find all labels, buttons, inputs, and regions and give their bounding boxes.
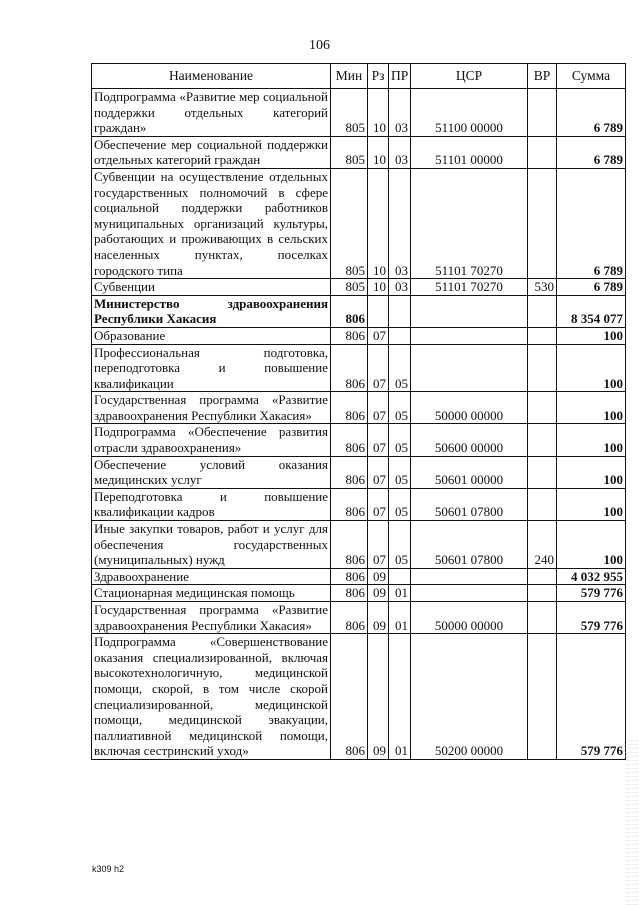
- header-name: Наименование: [92, 64, 331, 89]
- row-vr: [528, 295, 557, 327]
- table-row: [92, 488, 626, 520]
- header-min: Мин: [331, 64, 368, 89]
- row-min: 806: [331, 344, 368, 392]
- header-vr: ВР: [528, 64, 557, 89]
- row-csr: [411, 327, 528, 344]
- row-sum: 100: [557, 327, 626, 344]
- row-csr: 50200 00000: [411, 634, 528, 760]
- table-row: [92, 602, 626, 634]
- row-csr: 50601 00000: [411, 456, 528, 488]
- row-sum: 579 776: [557, 602, 626, 634]
- row-vr: 530: [528, 279, 557, 296]
- row-min: 806: [331, 392, 368, 424]
- row-name: Иные закупки товаров, работ и услуг для обеспечения государственных (муниципальных) нужд: [92, 521, 331, 569]
- row-vr: [528, 568, 557, 585]
- table-row: [92, 585, 626, 602]
- row-min: 806: [331, 634, 368, 760]
- row-rz: 07: [368, 488, 389, 520]
- row-vr: [528, 488, 557, 520]
- row-csr: 51101 70270: [411, 168, 528, 278]
- row-sum: 6 789: [557, 89, 626, 137]
- row-min: 806: [331, 585, 368, 602]
- row-rz: 09: [368, 602, 389, 634]
- row-min: 806: [331, 488, 368, 520]
- row-pr: [389, 327, 411, 344]
- row-vr: [528, 89, 557, 137]
- row-csr: 50601 07800: [411, 521, 528, 569]
- row-vr: 240: [528, 521, 557, 569]
- row-vr: [528, 327, 557, 344]
- row-csr: 50601 07800: [411, 488, 528, 520]
- row-pr: 03: [389, 279, 411, 296]
- row-name: Субвенции: [92, 279, 331, 296]
- row-sum: 100: [557, 456, 626, 488]
- row-pr: 05: [389, 456, 411, 488]
- footer-code: k309 h2: [92, 864, 125, 874]
- table-header-row: [92, 64, 626, 89]
- row-rz: 10: [368, 168, 389, 278]
- table-row: [92, 327, 626, 344]
- row-name: Здравоохранение: [92, 568, 331, 585]
- row-rz: 07: [368, 344, 389, 392]
- row-name: Подпрограмма «Обеспечение развития отрасли здравоохранения»: [92, 424, 331, 456]
- row-rz: 09: [368, 585, 389, 602]
- table-row: [92, 279, 626, 296]
- row-min: 806: [331, 568, 368, 585]
- table-row: [92, 456, 626, 488]
- row-pr: [389, 568, 411, 585]
- row-min: 805: [331, 279, 368, 296]
- table-row: [92, 521, 626, 569]
- row-csr: 51100 00000: [411, 89, 528, 137]
- row-name: Обеспечение условий оказания медицинских услуг: [92, 456, 331, 488]
- table-row: [92, 424, 626, 456]
- row-sum: 579 776: [557, 585, 626, 602]
- row-min: 806: [331, 456, 368, 488]
- row-pr: 01: [389, 634, 411, 760]
- row-csr: [411, 344, 528, 392]
- row-min: 806: [331, 602, 368, 634]
- row-sum: 8 354 077: [557, 295, 626, 327]
- table-row: [92, 168, 626, 278]
- row-min: 806: [331, 327, 368, 344]
- row-rz: 07: [368, 456, 389, 488]
- table-row: [92, 89, 626, 137]
- header-rz: Рз: [368, 64, 389, 89]
- table-row: [92, 344, 626, 392]
- row-pr: 03: [389, 89, 411, 137]
- row-rz: 10: [368, 136, 389, 168]
- row-pr: 03: [389, 136, 411, 168]
- row-csr: 50000 00000: [411, 392, 528, 424]
- row-min: 806: [331, 521, 368, 569]
- row-vr: [528, 456, 557, 488]
- row-rz: 10: [368, 279, 389, 296]
- row-min: 806: [331, 295, 368, 327]
- row-rz: 10: [368, 89, 389, 137]
- row-vr: [528, 344, 557, 392]
- row-rz: 07: [368, 327, 389, 344]
- row-pr: [389, 295, 411, 327]
- table-row-ministry: [92, 295, 626, 327]
- row-name: Профессиональная подготовка, переподготовка и повышение квалификации: [92, 344, 331, 392]
- row-pr: 05: [389, 392, 411, 424]
- row-sum: 100: [557, 488, 626, 520]
- row-pr: 05: [389, 424, 411, 456]
- row-name: Подпрограмма «Совершенствование оказания специализированной, включая высокотехнологичную, медицинской помощи, скорой, в том числе скорой специализированной, медицинской помощи, медицинской эвакуации, паллиативной медицинской помощи, включая сестринский уход»: [92, 634, 331, 760]
- row-vr: [528, 136, 557, 168]
- row-csr: [411, 585, 528, 602]
- row-rz: [368, 295, 389, 327]
- row-rz: 09: [368, 634, 389, 760]
- row-pr: 05: [389, 344, 411, 392]
- row-csr: 50000 00000: [411, 602, 528, 634]
- row-min: 806: [331, 424, 368, 456]
- row-vr: [528, 585, 557, 602]
- row-pr: 05: [389, 521, 411, 569]
- row-rz: 07: [368, 392, 389, 424]
- row-name: Государственная программа «Развитие здравоохранения Республики Хакасия»: [92, 392, 331, 424]
- row-sum: 6 789: [557, 279, 626, 296]
- row-name: Государственная программа «Развитие здравоохранения Республики Хакасия»: [92, 602, 331, 634]
- table-row: [92, 634, 626, 760]
- row-pr: 01: [389, 585, 411, 602]
- row-vr: [528, 392, 557, 424]
- row-min: 805: [331, 136, 368, 168]
- row-vr: [528, 168, 557, 278]
- row-name: Субвенции на осуществление отдельных государственных полномочий в сфере социальной поддержки работников муниципальных организаций культуры, работающих и проживающих в сельских населенных пунктах, поселках городского типа: [92, 168, 331, 278]
- row-vr: [528, 634, 557, 760]
- row-pr: 05: [389, 488, 411, 520]
- header-sum: Сумма: [557, 64, 626, 89]
- row-sum: 6 789: [557, 136, 626, 168]
- table-row: [92, 568, 626, 585]
- row-csr: [411, 295, 528, 327]
- row-sum: 4 032 955: [557, 568, 626, 585]
- row-name: Министерство здравоохранения Республики Хакасия: [92, 295, 331, 327]
- header-csr: ЦСР: [411, 64, 528, 89]
- row-sum: 100: [557, 424, 626, 456]
- row-sum: 100: [557, 392, 626, 424]
- row-sum: 100: [557, 521, 626, 569]
- row-csr: 50600 00000: [411, 424, 528, 456]
- row-csr: 51101 70270: [411, 279, 528, 296]
- budget-table: [91, 63, 626, 760]
- table-row: [92, 392, 626, 424]
- row-min: 805: [331, 168, 368, 278]
- row-pr: 01: [389, 602, 411, 634]
- row-name: Переподготовка и повышение квалификации кадров: [92, 488, 331, 520]
- row-name: Подпрограмма «Развитие мер социальной поддержки отдельных категорий граждан»: [92, 89, 331, 137]
- row-rz: 09: [368, 568, 389, 585]
- row-sum: 100: [557, 344, 626, 392]
- row-name: Образование: [92, 327, 331, 344]
- row-csr: [411, 568, 528, 585]
- row-min: 805: [331, 89, 368, 137]
- row-sum: 579 776: [557, 634, 626, 760]
- page-number: 106: [309, 38, 330, 53]
- row-sum: 6 789: [557, 168, 626, 278]
- row-name: Стационарная медицинская помощь: [92, 585, 331, 602]
- row-csr: 51101 00000: [411, 136, 528, 168]
- row-vr: [528, 602, 557, 634]
- table-row: [92, 136, 626, 168]
- scan-edge-noise: [625, 740, 639, 905]
- row-name: Обеспечение мер социальной поддержки отдельных категорий граждан: [92, 136, 331, 168]
- row-vr: [528, 424, 557, 456]
- row-pr: 03: [389, 168, 411, 278]
- row-rz: 07: [368, 424, 389, 456]
- header-pr: ПР: [389, 64, 411, 89]
- row-rz: 07: [368, 521, 389, 569]
